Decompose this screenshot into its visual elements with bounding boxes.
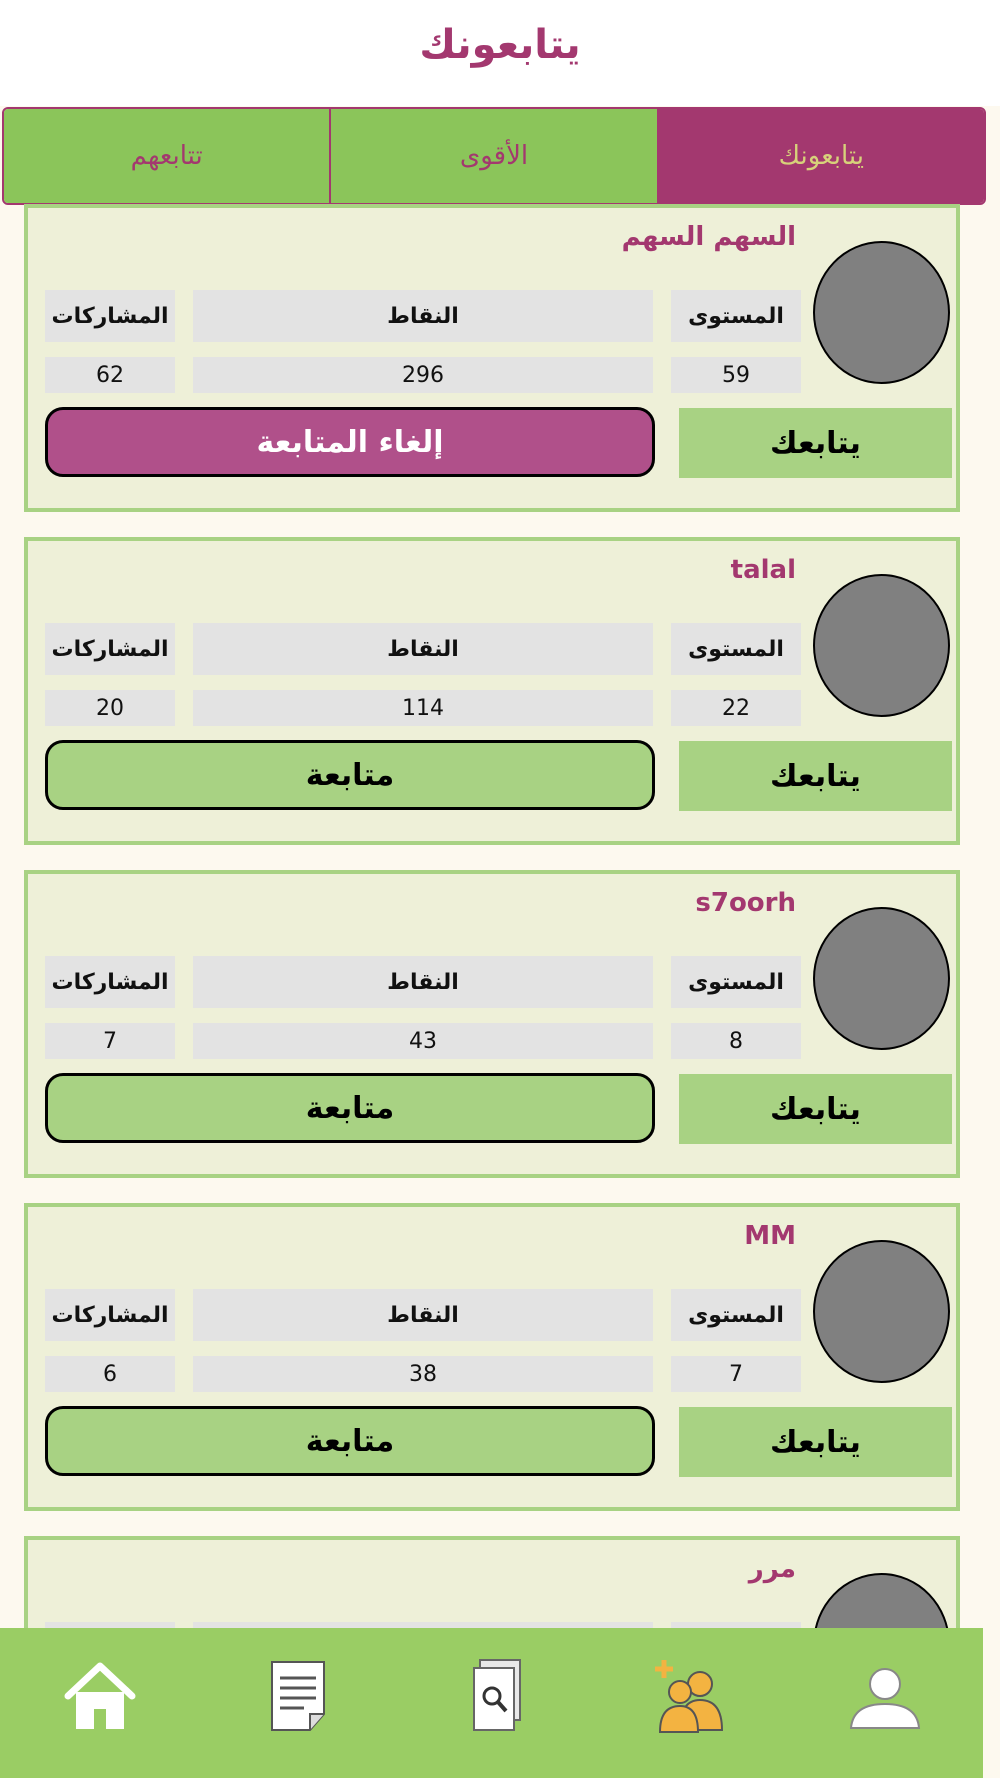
posts-value: 62 xyxy=(45,357,175,393)
follows-you-badge: يتابعك xyxy=(679,408,952,478)
follows-you-badge: يتابعك xyxy=(679,1407,952,1477)
header xyxy=(0,0,1000,106)
points-label: النقاط xyxy=(193,956,653,1008)
followers-list xyxy=(24,204,960,1628)
tab-strongest[interactable]: الأقوى xyxy=(329,109,656,203)
posts-value: 20 xyxy=(45,690,175,726)
profile-icon[interactable] xyxy=(845,1656,925,1736)
unfollow-button[interactable]: إلغاء المتابعة xyxy=(45,407,655,477)
search-document-icon[interactable] xyxy=(458,1656,538,1736)
posts-label: المشاركات xyxy=(45,290,175,342)
home-icon[interactable] xyxy=(60,1656,140,1736)
posts-value: 7 xyxy=(45,1023,175,1059)
bottom-nav xyxy=(0,1628,983,1778)
tab-following[interactable]: تتابعهم xyxy=(4,109,329,203)
level-value: 7 xyxy=(671,1356,801,1392)
posts-value: 6 xyxy=(45,1356,175,1392)
points-value: 43 xyxy=(193,1023,653,1059)
avatar[interactable] xyxy=(813,907,950,1050)
points-label: النقاط xyxy=(193,1289,653,1341)
level-value: 22 xyxy=(671,690,801,726)
follow-button[interactable]: متابعة xyxy=(45,740,655,810)
user-card xyxy=(24,870,960,1178)
user-card xyxy=(24,1536,960,1628)
points-value: 114 xyxy=(193,690,653,726)
tab-followers[interactable]: يتابعونك xyxy=(657,109,984,203)
level-label: المستوى xyxy=(671,956,801,1008)
level-label: المستوى xyxy=(671,290,801,342)
edge-strip xyxy=(983,1628,1000,1778)
follow-button[interactable]: متابعة xyxy=(45,1406,655,1476)
follow-button[interactable]: متابعة xyxy=(45,1073,655,1143)
posts-label: المشاركات xyxy=(45,623,175,675)
points-label: النقاط xyxy=(193,623,653,675)
username[interactable]: talal xyxy=(730,555,796,585)
avatar[interactable] xyxy=(813,574,950,717)
document-icon[interactable] xyxy=(258,1656,338,1736)
follows-you-badge: يتابعك xyxy=(679,1074,952,1144)
level-value: 8 xyxy=(671,1023,801,1059)
user-card xyxy=(24,1203,960,1511)
avatar[interactable] xyxy=(813,1573,950,1628)
user-card xyxy=(24,537,960,845)
username[interactable]: السهم السهم xyxy=(621,222,796,252)
username[interactable]: MM xyxy=(744,1221,796,1251)
tab-bar xyxy=(2,107,986,205)
points-value: 38 xyxy=(193,1356,653,1392)
posts-label: المشاركات xyxy=(45,956,175,1008)
avatar[interactable] xyxy=(813,241,950,384)
avatar[interactable] xyxy=(813,1240,950,1383)
points-value: 296 xyxy=(193,357,653,393)
level-label: المستوى xyxy=(671,623,801,675)
username[interactable]: مرر xyxy=(748,1554,796,1584)
username[interactable]: s7oorh xyxy=(695,888,796,918)
add-friends-icon[interactable] xyxy=(650,1656,730,1736)
level-value: 59 xyxy=(671,357,801,393)
level-label: المستوى xyxy=(671,1289,801,1341)
page-title: يتابعونك xyxy=(419,22,581,68)
user-card xyxy=(24,204,960,512)
points-label: النقاط xyxy=(193,290,653,342)
follows-you-badge: يتابعك xyxy=(679,741,952,811)
posts-label: المشاركات xyxy=(45,1289,175,1341)
